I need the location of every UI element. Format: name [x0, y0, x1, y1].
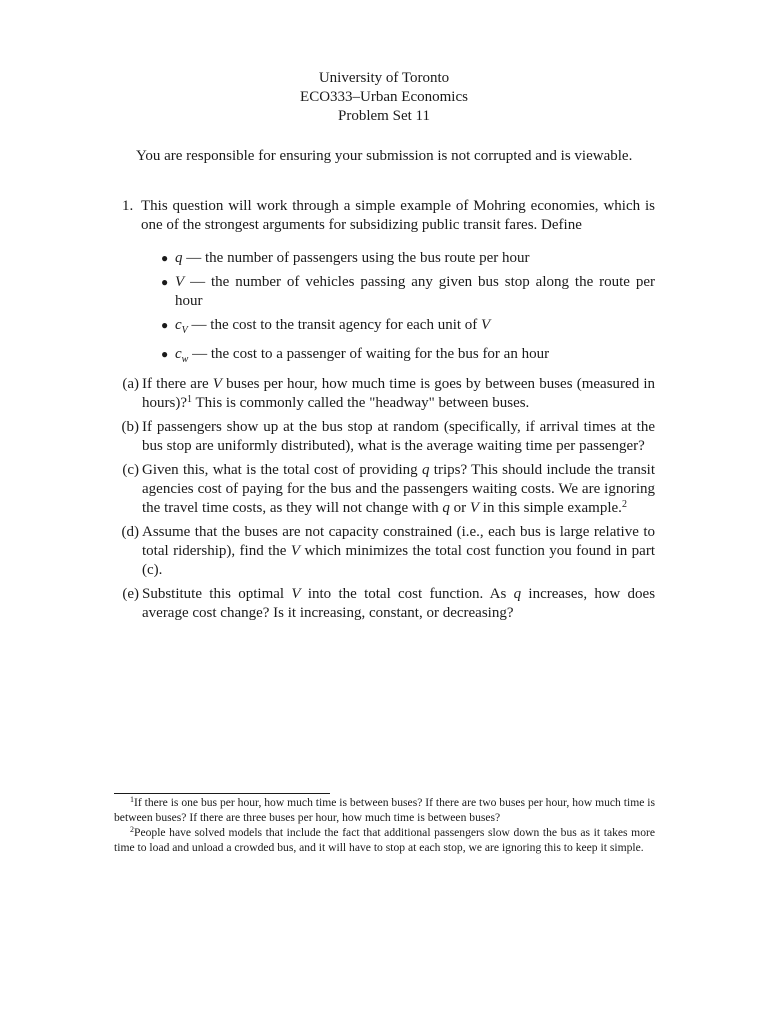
definition-text: — the cost to the transit agency for each unit of: [191, 317, 478, 333]
question-part-d: [114, 523, 655, 580]
text-run: This is commonly called the "headway" between buses.: [195, 395, 530, 411]
bullet-icon: ●: [161, 251, 169, 265]
definition-item: [161, 273, 655, 311]
definition-text: — the number of passengers using the bus route per hour: [186, 250, 530, 266]
math-symbol: q: [175, 250, 183, 266]
question-part-b: [114, 418, 655, 456]
bullet-icon: ●: [161, 347, 169, 361]
footnote-ref: 2: [621, 499, 627, 510]
text-run: Substitute this optimal: [142, 586, 285, 602]
math-symbol-base: c: [175, 346, 182, 362]
footnote-mark: 2: [130, 825, 134, 834]
question-part-c: [114, 461, 655, 518]
part-label: (c): [122, 462, 139, 478]
text-run: which minimizes the total cost function you found in part (c).: [142, 543, 655, 578]
question-part-a: [114, 375, 655, 413]
math-symbol: q: [421, 462, 430, 478]
text-run: buses per hour, how much time is goes by between buses (measured in hours)?: [142, 376, 656, 411]
bullet-icon: ●: [161, 318, 169, 332]
part-label: (a): [122, 376, 139, 392]
math-symbol: V: [175, 274, 185, 290]
footnote-2: [114, 825, 655, 855]
definition-text: — the cost to a passenger of waiting for the bus for an hour: [192, 346, 550, 362]
definition-item: [161, 345, 655, 369]
math-symbol-base: c: [175, 317, 182, 333]
footnote-mark: 1: [130, 795, 134, 804]
part-label: (d): [121, 524, 139, 540]
part-text: [142, 523, 655, 580]
footnote-1: [114, 795, 655, 825]
math-symbol: [175, 346, 189, 365]
text-run: Given this, what is the total cost of providing: [142, 462, 418, 478]
text-run: If there are: [142, 376, 209, 392]
math-symbol: V: [469, 500, 480, 516]
footnote-text: If there is one bus per hour, how much time is between buses? If there are two buses per hour, how much time is between buses? If there are three buses per hour, how much time is between buses?: [114, 796, 655, 824]
definition-list: [141, 249, 655, 369]
question-number: 1.: [122, 198, 134, 214]
part-text: [142, 585, 655, 623]
part-text: If passengers show up at the bus stop at random (specifically, if arrival times at the bus stop are uniformly distributed), what is the average waiting time per passenger?: [142, 419, 655, 454]
text-run: in this simple example.: [482, 500, 622, 516]
course-title: ECO333–Urban Economics: [300, 89, 468, 105]
definition-text: — the number of vehicles passing any given bus stop along the route per hour: [175, 274, 655, 309]
math-subscript: w: [181, 354, 189, 365]
math-subscript: V: [181, 325, 188, 336]
question-parts: [114, 375, 655, 623]
text-run: increases, how does average cost change? Is it increasing, constant, or decreasing?: [142, 586, 656, 621]
definition-item: [161, 316, 655, 340]
math-symbol: q: [513, 586, 522, 602]
math-symbol: V: [212, 376, 222, 392]
math-symbol: q: [442, 500, 450, 516]
question-1: [114, 197, 655, 628]
footnote-text: People have solved models that include the fact that additional passengers slow down the bus as it takes more time to load and unload a crowded bus, and it will have to stop at each stop, we are ignoring this to keep it simple.: [114, 826, 655, 854]
math-symbol: V: [481, 317, 491, 333]
part-label: (b): [121, 419, 139, 435]
part-text: [142, 461, 655, 518]
question-part-e: [114, 585, 655, 623]
footnote-ref: 1: [187, 394, 192, 405]
math-symbol: V: [291, 586, 301, 602]
text-run: Assume that the buses are not capacity constrained (i.e., each bus is large relative to total ridership), find the: [142, 524, 655, 559]
footnotes: [114, 795, 655, 855]
bullet-icon: ●: [161, 275, 169, 289]
intro-paragraph: You are responsible for ensuring your submission is not corrupted and is viewable.: [136, 148, 633, 164]
question-body: [141, 197, 655, 374]
university-name: University of Toronto: [318, 70, 450, 86]
footnote-divider: [114, 793, 330, 794]
text-run: into the total cost function. As: [307, 586, 507, 602]
math-symbol: V: [290, 543, 301, 559]
part-text: [142, 375, 655, 413]
problem-set-title: Problem Set 11: [338, 108, 430, 124]
question-text: This question will work through a simple example of Mohring economies, which is one of the strongest arguments for subsidizing public transit fares. Define: [141, 198, 655, 233]
part-label: (e): [122, 586, 139, 602]
document-header: [0, 69, 768, 126]
text-run: or: [453, 500, 467, 516]
definition-item: [161, 249, 655, 268]
math-symbol: [175, 317, 188, 336]
text-run: trips? This should include the transit agencies cost of paying for the bus and the passengers waiting costs. We are ignoring the travel time costs, as they will not change with: [142, 462, 656, 516]
